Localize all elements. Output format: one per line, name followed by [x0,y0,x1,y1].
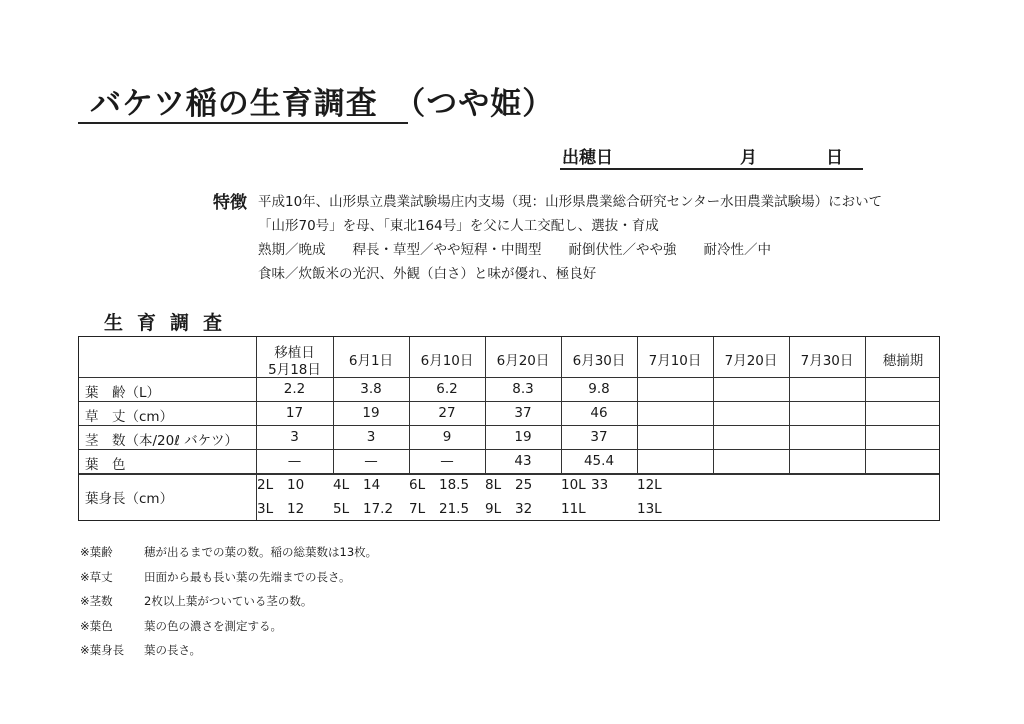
leaf-length-value: 33 [591,477,609,493]
leaf-length-value: 10 [287,477,305,493]
features-label: 特徴 [213,193,247,213]
leaf-number: 5L [333,501,350,517]
heading-month-label: 月 [740,148,757,168]
table-cell: 27 [438,405,456,421]
leaf-number: 6L [409,477,426,493]
heading-date-underline [560,168,863,170]
table-row-label: 葉 色 [85,457,126,473]
table-cell: 9.8 [588,381,610,397]
leaf-length-value: 18.5 [439,477,470,493]
features-line: 熟期／晩成 稈長・草型／やや短稈・中間型 耐倒伏性／やや強 耐冷性／中 [258,242,771,258]
note-text: 田面から最も長い葉の先端までの長さ。 [144,569,351,584]
table-cell: 9 [442,429,452,445]
table-cell: 19 [362,405,380,421]
table-header-cell: 7月20日 [724,353,778,369]
table-cell: 8.3 [512,381,534,397]
table-cell: 37 [590,429,608,445]
leaf-length-value: 12 [287,501,305,517]
leaf-length-value: 32 [515,501,533,517]
table-divider [79,401,939,402]
note-key: ※葉身長 [80,643,125,657]
note-text: 穂が出るまでの葉の数。稲の総葉数は13枚。 [144,545,378,559]
table-cell: 45.4 [583,453,615,469]
table-cell: 19 [514,429,532,445]
table-row-label: 葉 齢（L） [85,385,161,401]
leaf-number: 8L [485,477,502,493]
table-header-cell: 5月18日 [268,362,321,378]
table-cell: 17 [285,405,304,421]
leaf-length-value: 14 [363,477,381,493]
leaf-number: 12L [637,477,662,493]
leaf-number: 10L [561,477,586,493]
leaf-number: 3L [257,501,274,517]
table-divider [79,473,939,475]
table-header-cell: 6月20日 [496,353,550,369]
table-cell: — [364,453,378,469]
heading-date-label: 出穂日 [562,148,613,168]
features-line: 「山形70号」を母、「東北164号」を父に人工交配し、選抜・育成 [258,218,659,234]
table-header-cell: 6月1日 [348,353,394,369]
features-line: 平成10年、山形県立農業試験場庄内支場（現：山形県農業総合研究センター水田農業試験場）において [258,194,883,210]
table-divider [79,449,939,450]
growth-table [78,336,940,521]
table-cell: 3 [366,429,376,445]
table-cell: 6.2 [436,381,458,397]
page-title: バケツ稲の生育調査 （つや姫） [90,86,555,122]
note-text: 葉の長さ。 [144,643,202,657]
table-cell: 37 [514,405,532,421]
note-text: 2枚以上葉がついている茎の数。 [144,594,313,608]
table-cell: 3 [290,429,299,445]
leaf-number: 7L [409,501,426,517]
table-cell: — [287,453,302,469]
table-header-cell: 6月30日 [572,353,626,369]
table-header-cell: 穂揃期 [882,353,924,369]
leaf-length-value: 17.2 [363,501,394,517]
note-key: ※茎数 [80,594,113,608]
table-header-cell: 6月10日 [420,353,474,369]
table-row-label: 茎 数（本/20ℓ バケツ） [85,433,238,449]
table-row-label: 葉身長（cm） [85,491,174,507]
table-header-cell: 7月30日 [800,353,854,369]
table-divider [79,425,939,426]
table-cell: 43 [514,453,532,469]
table-header-cell: 7月10日 [648,353,702,369]
leaf-length-value: 21.5 [439,501,470,517]
title-underline [78,122,408,124]
note-key: ※葉齢 [80,545,113,559]
table-row-label: 草 丈（cm） [85,409,174,425]
leaf-number: 13L [637,501,662,517]
leaf-number: 9L [485,501,502,517]
heading-day-label: 日 [826,148,843,168]
table-cell: 3.8 [360,381,382,397]
table-cell: — [440,453,454,469]
note-text: 葉の色の濃さを測定する。 [144,618,282,633]
note-key: ※草丈 [80,569,113,584]
table-cell: 2.2 [283,381,306,397]
table-cell: 46 [590,405,608,421]
section-title: 生育調査 [104,312,237,334]
features-line: 食味／炊飯米の光沢、外観（白さ）と味が優れ、極良好 [258,266,597,282]
table-header-cell: 移植日 [274,345,315,361]
leaf-number: 2L [257,477,274,493]
leaf-length-value: 25 [515,477,533,493]
note-key: ※葉色 [80,618,113,633]
table-divider [79,377,939,378]
leaf-number: 4L [333,477,350,493]
leaf-number: 11L [561,501,586,517]
